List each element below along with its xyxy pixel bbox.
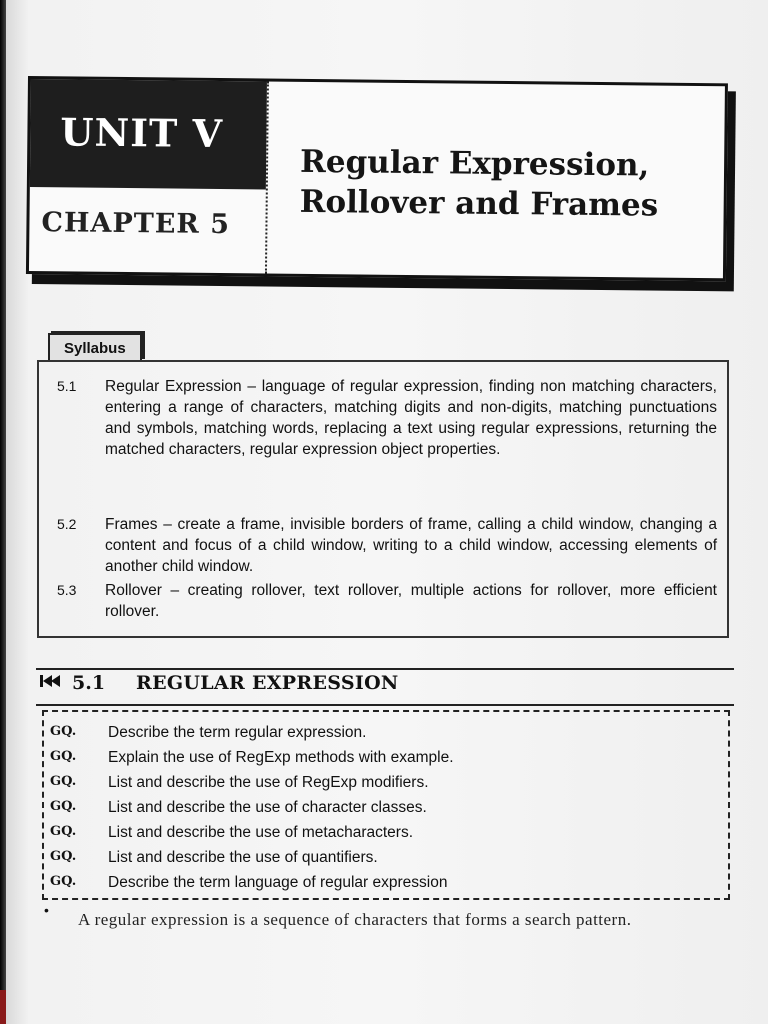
syllabus-item-number: 5.1 bbox=[57, 378, 77, 394]
chapter-header-box bbox=[26, 76, 728, 281]
gq-label: GQ. bbox=[50, 799, 77, 814]
chapter-title-line1: Regular Expression, bbox=[299, 143, 650, 184]
chapter-title-line2: Rollover and Frames bbox=[299, 183, 659, 224]
bullet-icon: • bbox=[44, 902, 49, 918]
syllabus-item-text: Frames – create a frame, invisible borders of frame, calling a child window, changing a content and focus of a child window, writing to a child window, accessing elements of another child window. bbox=[105, 516, 717, 575]
gq-question: List and describe the use of RegExp modifiers. bbox=[108, 774, 429, 791]
syllabus-item-number: 5.3 bbox=[57, 582, 77, 598]
gq-question: Explain the use of RegExp methods with example. bbox=[108, 749, 454, 766]
unit-label: UNIT V bbox=[60, 109, 224, 157]
gq-question: Describe the term language of regular expression bbox=[108, 874, 448, 891]
gq-question: Describe the term regular expression. bbox=[108, 724, 367, 741]
chapter-label: CHAPTER 5 bbox=[41, 207, 231, 241]
body-paragraph: A regular expression is a sequence of characters that forms a search pattern. bbox=[78, 910, 632, 929]
gq-question: List and describe the use of character classes. bbox=[108, 799, 427, 816]
unit-block bbox=[30, 79, 267, 189]
gq-label: GQ. bbox=[50, 824, 77, 839]
gq-label: GQ. bbox=[50, 849, 77, 864]
gq-question: List and describe the use of metacharacters. bbox=[108, 824, 413, 841]
syllabus-item-text: Rollover – creating rollover, text rollover, multiple actions for rollover, more efficient rollover. bbox=[105, 582, 717, 620]
gq-label: GQ. bbox=[50, 874, 77, 889]
gq-question: List and describe the use of quantifiers. bbox=[108, 849, 378, 866]
section-number: 5.1 bbox=[72, 672, 106, 694]
chapter-header bbox=[26, 76, 734, 293]
gq-label: GQ. bbox=[50, 749, 77, 764]
syllabus-item-number: 5.2 bbox=[57, 516, 77, 532]
syllabus-tab: Syllabus bbox=[48, 333, 142, 361]
gq-box bbox=[42, 710, 730, 900]
section-title: REGULAR EXPRESSION bbox=[136, 672, 399, 694]
book-page bbox=[6, 0, 768, 1024]
gq-label: GQ. bbox=[50, 774, 77, 789]
chapter-title bbox=[299, 142, 720, 226]
gq-label: GQ. bbox=[50, 724, 77, 739]
syllabus-item-text: Regular Expression – language of regular expression, finding non matching characters, entering a range of characters, matching digits and non-digits, matching punctuations and symbols, matching words, replacing a text using regular expressions, returning the matched characters, regular expression object properties. bbox=[105, 378, 717, 458]
syllabus-box bbox=[37, 360, 729, 638]
fast-forward-icon bbox=[40, 673, 62, 694]
section-heading bbox=[36, 668, 734, 706]
